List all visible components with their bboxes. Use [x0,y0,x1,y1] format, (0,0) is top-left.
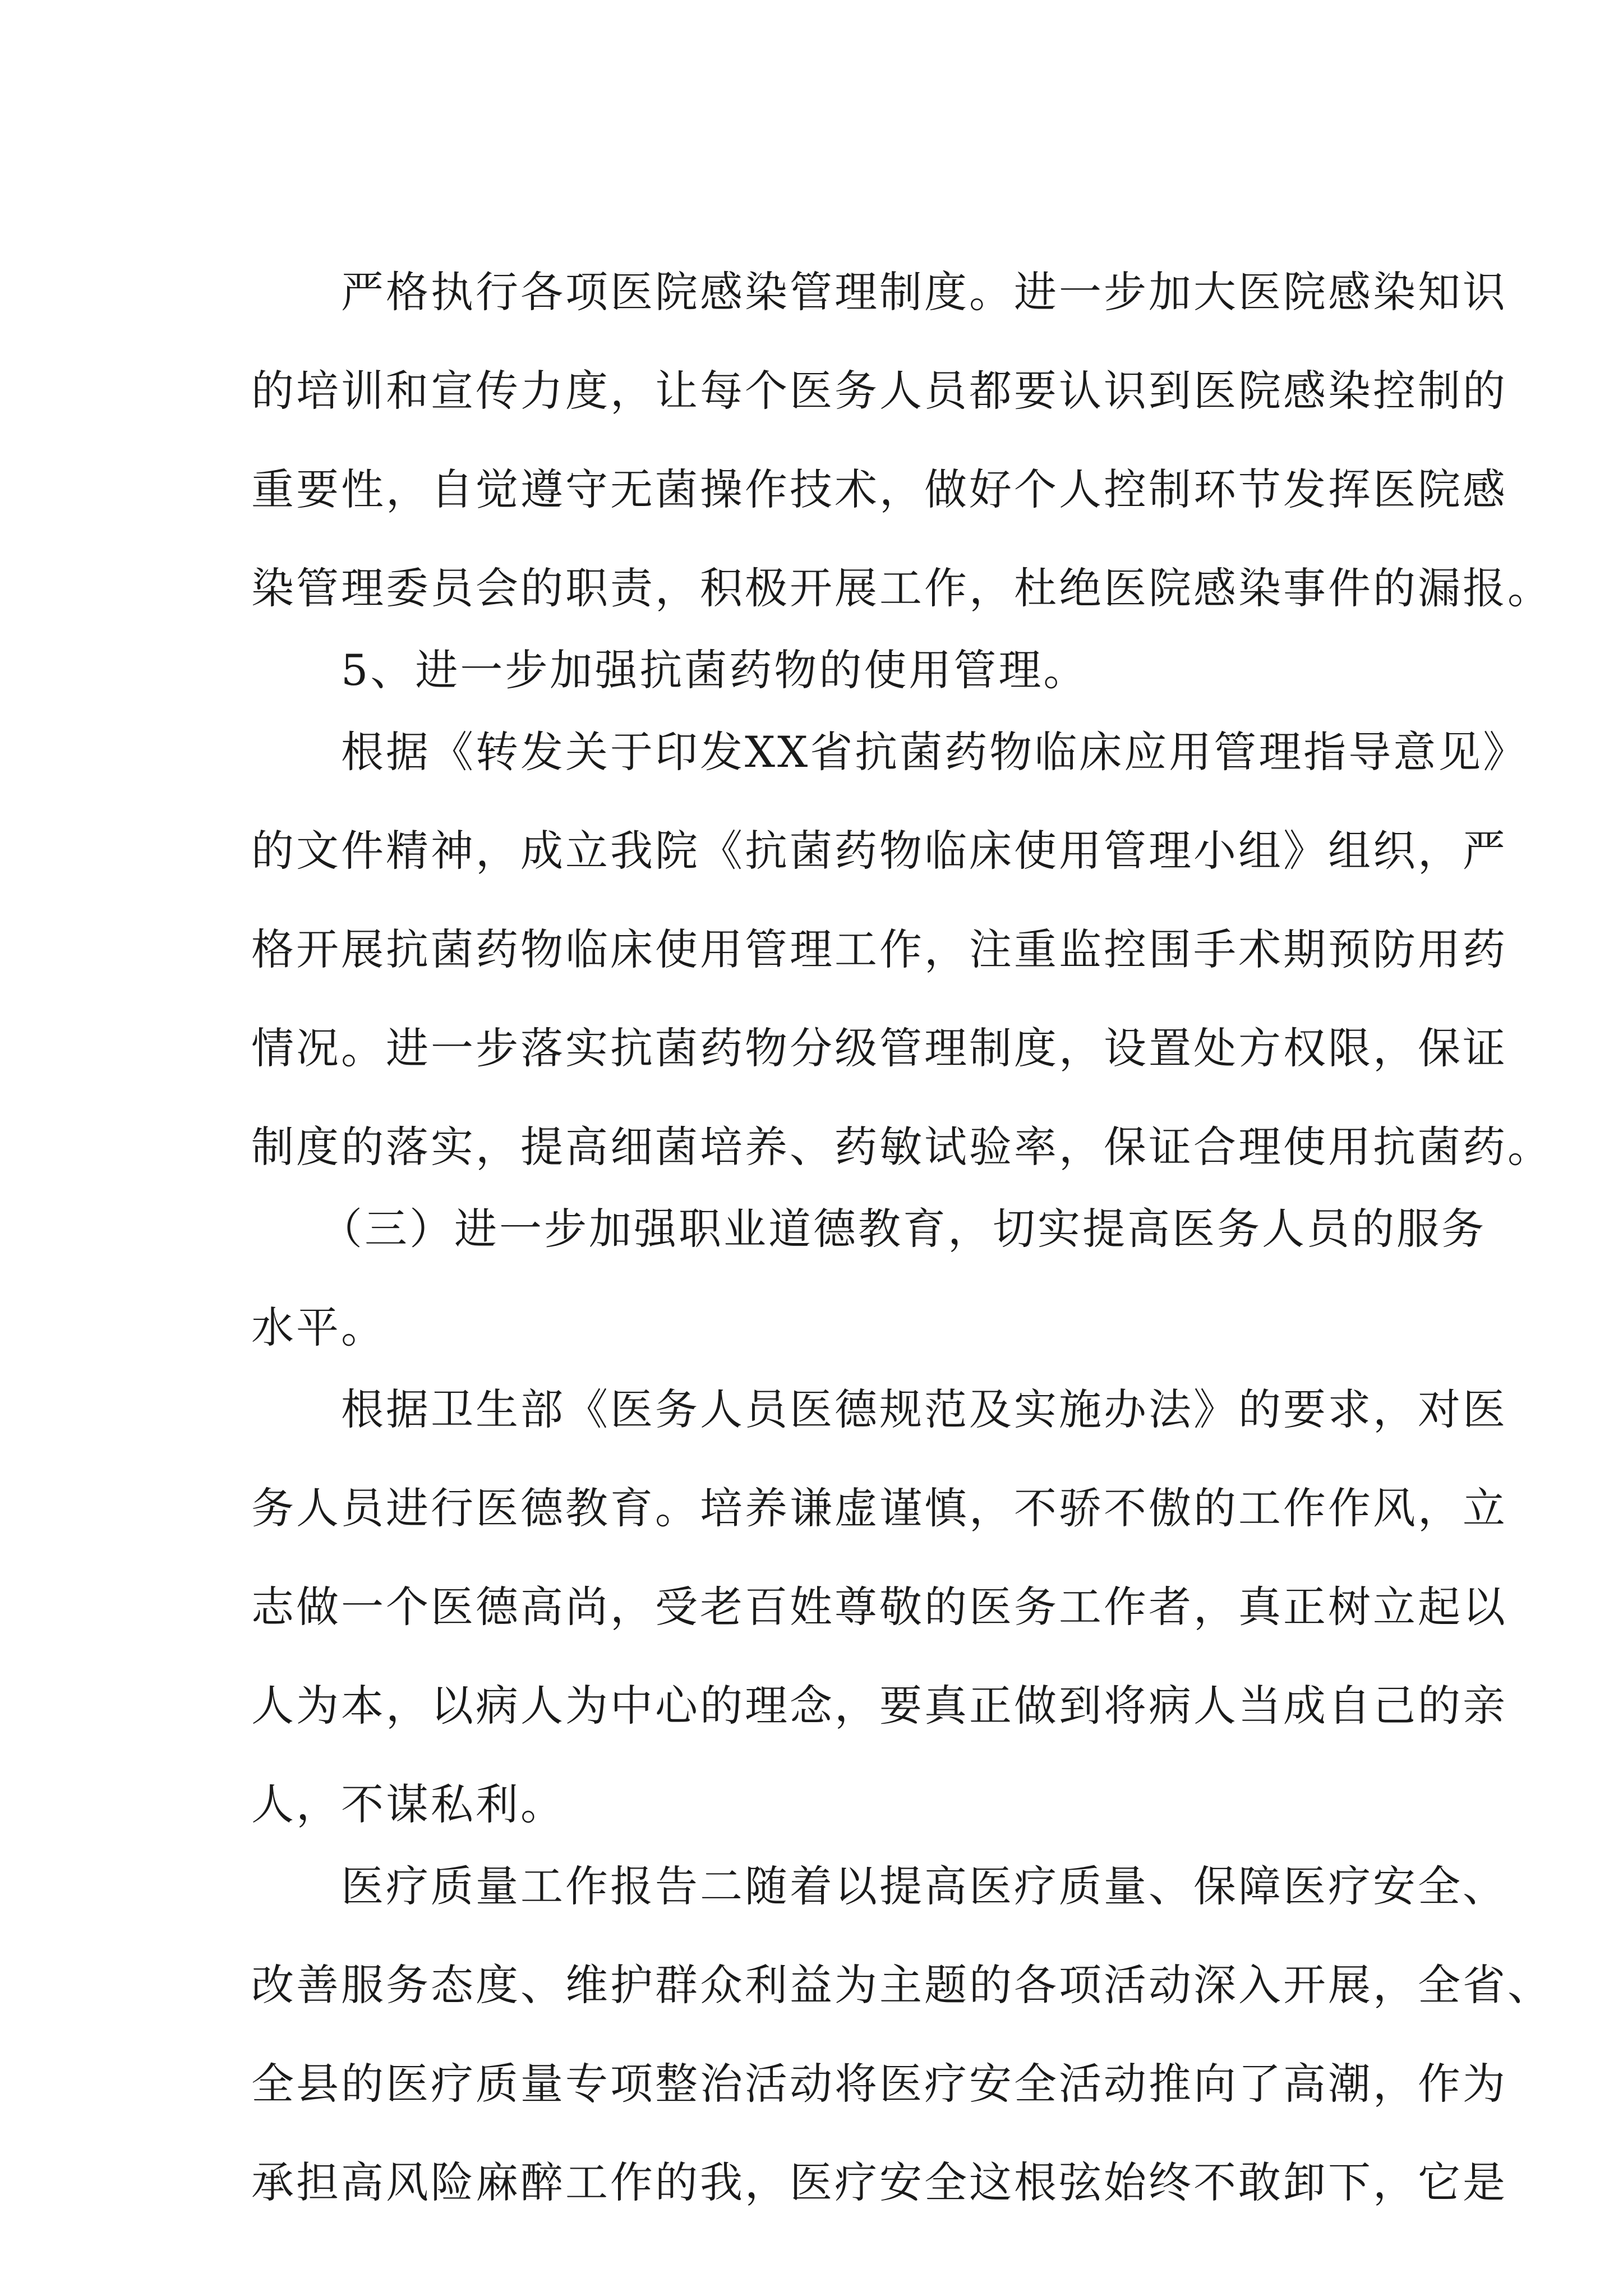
text-line: 改善服务态度、维护群众利益为主题的各项活动深入开展，全省、 [251,1960,1552,2010]
text-line: 人为本，以病人为中心的理念，要真正做到将病人当成自己的亲 [251,1681,1507,1731]
text-line: 水平。 [251,1303,386,1352]
text-line: 5、进一步加强抗菌药物的使用管理。 [251,645,1089,695]
text-line: 人，不谋私利。 [251,1779,565,1829]
text-line: 严格执行各项医院感染管理制度。进一步加大医院感染知识 [251,267,1507,317]
text-line: 全县的医疗质量专项整治活动将医疗安全活动推向了高潮，作为 [251,2059,1507,2109]
text-line: 根据《转发关于印发XX省抗菌药物临床应用管理指导意见》 [251,727,1528,777]
text-line: 染管理委员会的职责，积极开展工作，杜绝医院感染事件的漏报。 [251,563,1552,613]
text-line: 重要性，自觉遵守无菌操作技术，做好个人控制环节发挥医院感 [251,464,1507,514]
text-line: 务人员进行医德教育。培养谦虚谨慎，不骄不傲的工作作风，立 [251,1483,1507,1533]
text-line: 制度的落实，提高细菌培养、药敏试验率，保证合理使用抗菌药。 [251,1122,1552,1172]
text-line: 承担高风险麻醉工作的我，医疗安全这根弦始终不敢卸下，它是 [251,2157,1507,2207]
text-line: 根据卫生部《医务人员医德规范及实施办法》的要求，对医 [251,1384,1507,1434]
text-line: 情况。进一步落实抗菌药物分级管理制度，设置处方权限，保证 [251,1023,1507,1073]
text-line: 的文件精神，成立我院《抗菌药物临床使用管理小组》组织，严 [251,826,1507,876]
text-line: 的培训和宣传力度，让每个医务人员都要认识到医院感染控制的 [251,366,1507,416]
text-line: 医疗质量工作报告二随着以提高医疗质量、保障医疗安全、 [251,1861,1507,1911]
text-line: 志做一个医德高尚，受老百姓尊敬的医务工作者，真正树立起以 [251,1582,1507,1632]
text-line: （三）进一步加强职业道德教育，切实提高医务人员的服务 [251,1204,1486,1254]
text-line: 格开展抗菌药物临床使用管理工作，注重监控围手术期预防用药 [251,924,1507,974]
